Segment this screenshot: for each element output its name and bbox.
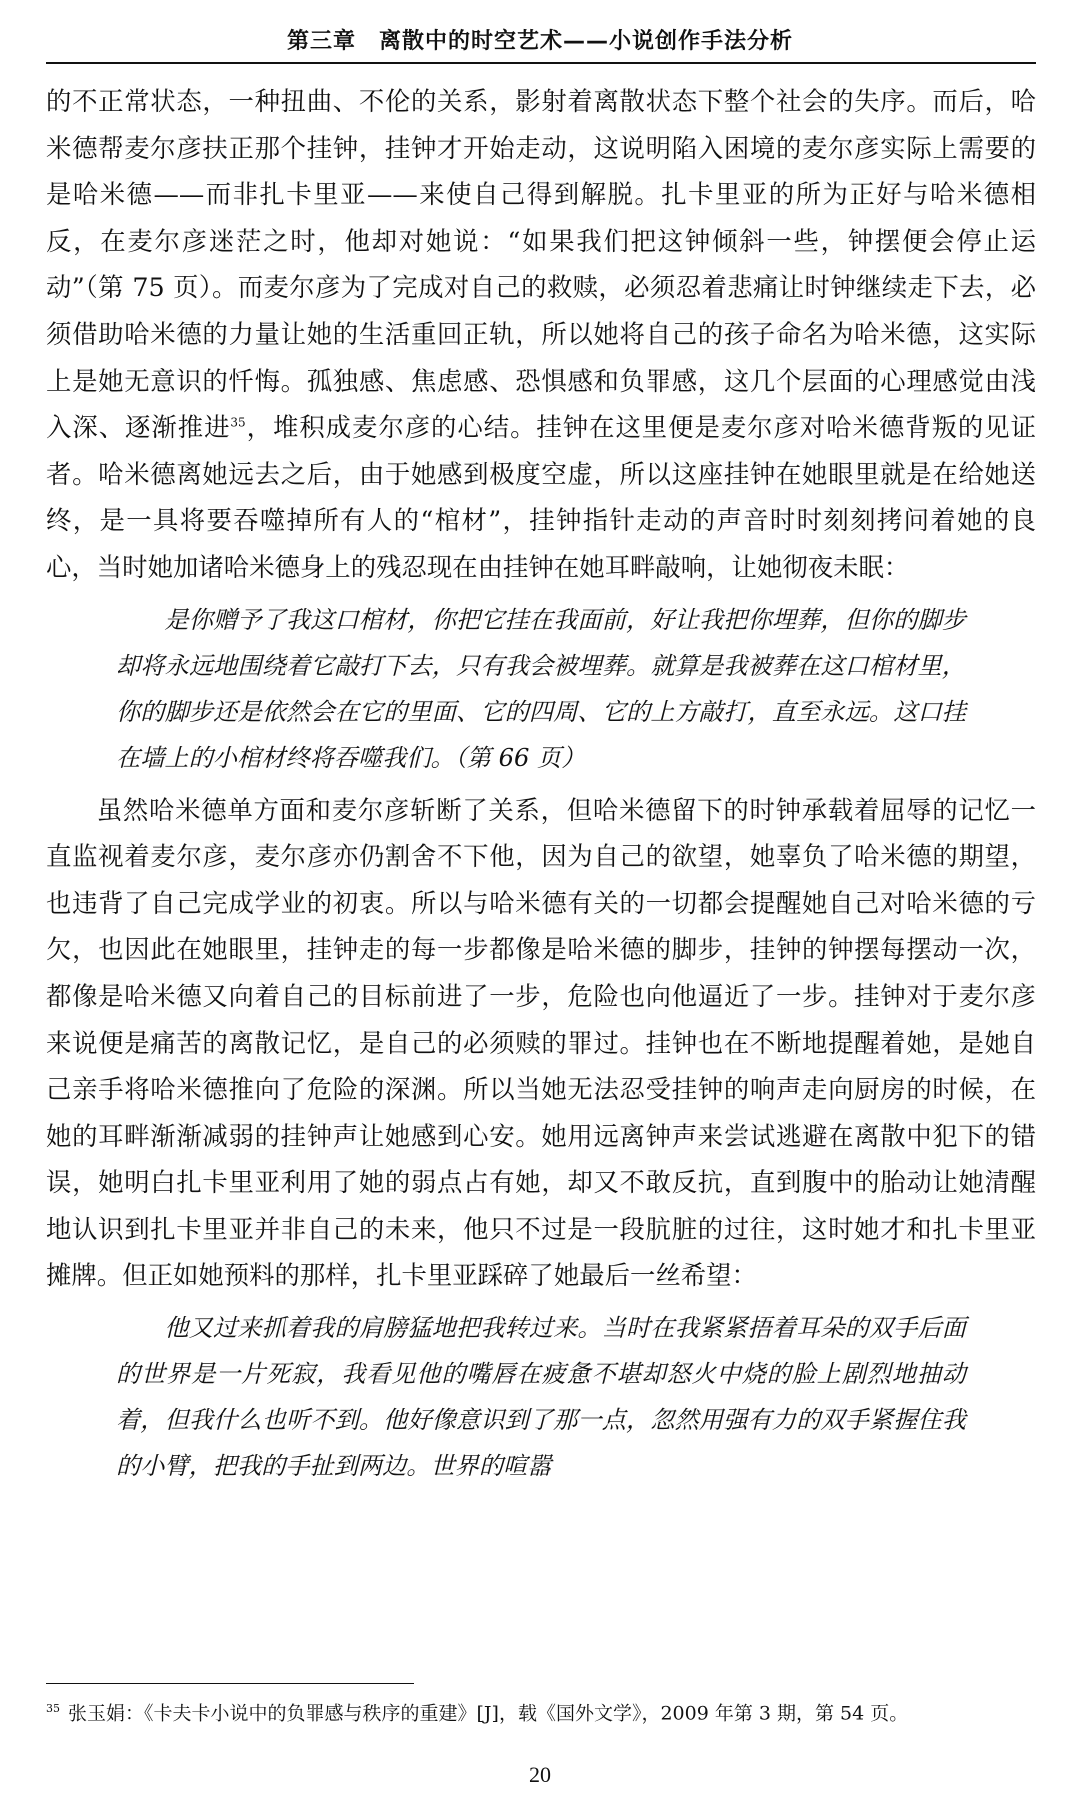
block-quote-text: 他又过来抓着我的肩膀猛地把我转过来。当时在我紧紧捂着耳朵的双手后面的世界是一片死寂，我看见他的嘴唇在疲惫不堪却怒火中烧的脸上剧烈地抽动着，但我什么也听不到。他好像意识到了那一点，忽然用强有力的双手紧握住我的小臂，把我的手扯到两边。世界的喧嚣 [116,1314,966,1481]
footnote-number: 35 [46,1702,60,1715]
footnote-text: 张玉娟：《卡夫卡小说中的负罪感与秩序的重建》[J]，载《国外文学》，2009 年第 3 期，第 54 页。 [68,1702,909,1725]
block-quote [46,1305,1036,1489]
running-header: 第三章 离散中的时空艺术——小说创作手法分析 [286,29,793,54]
block-quote [46,597,1036,781]
paragraph: 虽然哈米德单方面和麦尔彦斩断了关系，但哈米德留下的时钟承载着屈辱的记忆一直监视着麦尔彦，麦尔彦亦仍割舍不下他，因为自己的欲望，她辜负了哈米德的期望，也违背了自己完成学业的初衷。所以与哈米德有关的一切都会提醒她自己对哈米德的亏欠，也因此在她眼里，挂钟走的每一步都像是哈米德的脚步，挂钟的钟摆每摆动一次，都像是哈米德又向着自己的目标前进了一步，危险也向他逼近了一步。挂钟对于麦尔彦来说便是痛苦的离散记忆，是自己的必须赎的罪过。挂钟也在不断地提醒着她，是她自己亲手将哈米德推向了危险的深渊。所以当她无法忍受挂钟的响声走向厨房的时候，在她的耳畔渐渐减弱的挂钟声让她感到心安。她用远离钟声来尝试逃避在离散中犯下的错误，她明白扎卡里亚利用了她的弱点占有她，却又不敢反抗，直到腹中的胎动让她清醒地认识到扎卡里亚并非自己的未来，他只不过是一段肮脏的过往，这时她才和扎卡里亚摊牌。但正如她预料的那样，扎卡里亚踩碎了她最后一丝希望： [46,794,1036,1291]
page-number: 20 [529,1762,551,1787]
footnote-rule [46,1683,414,1684]
body-text [46,78,1036,1495]
paragraph [46,78,1036,591]
footnote-reference: 35 [230,415,246,430]
header-rule [46,62,1036,64]
footnote [46,1695,1036,1727]
block-quote-text: 是你赠予了我这口棺材，你把它挂在我面前，好让我把你埋葬，但你的脚步却将永远地围绕着它敲打下去，只有我会被埋葬。就算是我被葬在这口棺材里，你的脚步还是依然会在它的里面、它的四周、它的上方敲打，直至永远。这口挂在墙上的小棺材终将吞噬我们。（第 66 页） [116,605,966,772]
paragraph-text: 的不正常状态，一种扭曲、不伦的关系，影射着离散状态下整个社会的失序。而后，哈米德帮麦尔彦扶正那个挂钟，挂钟才开始走动，这说明陷入困境的麦尔彦实际上需要的是哈米德——而非扎卡里亚——来使自己得到解脱。扎卡里亚的所为正好与哈米德相反，在麦尔彦迷茫之时，他却对她说：“如果我们把这钟倾斜一些，钟摆便会停止运动”（第 75 页）。而麦尔彦为了完成对自己的救赎，必须忍着悲痛让时钟继续走下去，必须借助哈米德的力量让她的生活重回正轨，所以她将自己的孩子命名为哈米德，这实际上是她无意识的忏悔。孤独感、焦虑感、恐惧感和负罪感，这几个层面的心理感觉由浅入深、逐渐推进 [46,86,1036,443]
paragraph-text: ，堆积成麦尔彦的心结。挂钟在这里便是麦尔彦对哈米德背叛的见证者。哈米德离她远去之后，由于她感到极度空虚，所以这座挂钟在她眼里就是在给她送终，是一具将要吞噬掉所有人的“棺材”，挂钟指针走动的声音时时刻刻拷问着她的良心，当时她加诸哈米德身上的残忍现在由挂钟在她耳畔敲响，让她彻夜未眠： [46,412,1036,582]
